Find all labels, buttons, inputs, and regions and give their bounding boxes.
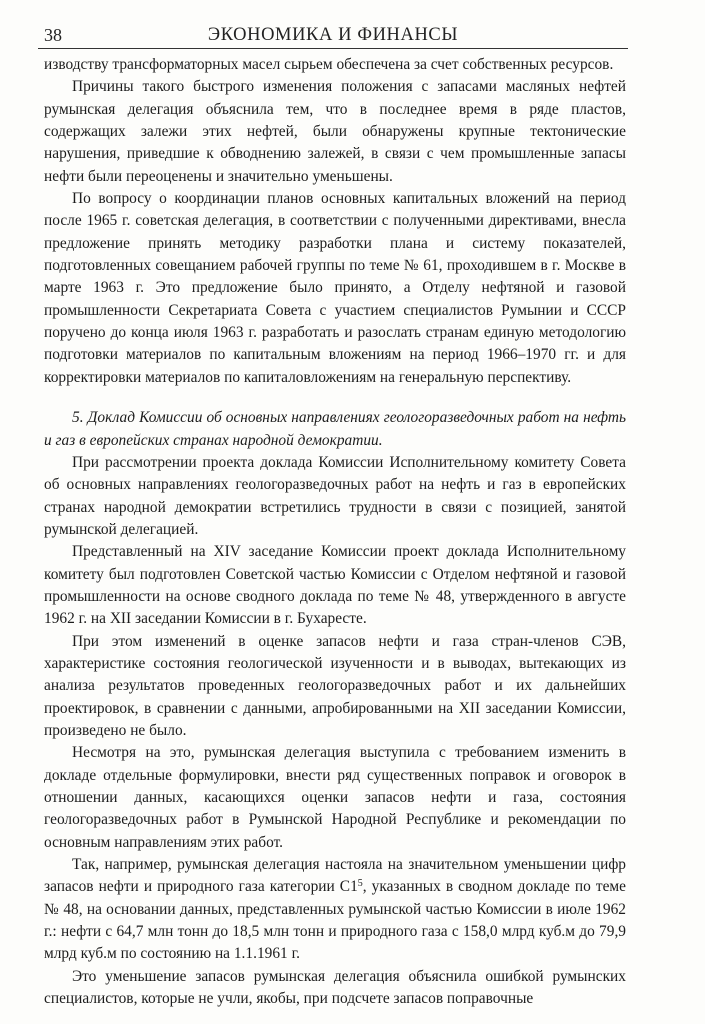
paragraph: При рассмотрении проекта доклада Комиссии Исполнительному комитету Совета об основных направлениях геологоразведочных работ на нефть и газ в европейских странах народной демократии встретились трудности в связи с позицией, занятой румынской делегацией. <box>44 453 626 538</box>
paragraph: Представленный на XIV заседание Комиссии проект доклада Исполнительному комитету был подготовлен Советской частью Комиссии с Отделом нефтяной и газовой промышленности на основе сводного доклада по теме № 48, утвержденного в августе 1962 г. на XII заседании Комиссии в г. Бухаресте. <box>44 543 626 628</box>
paragraph: Это уменьшение запасов румынская делегация объяснила ошибкой румынских специалистов, которые не учли, якобы, при подсчете запасов поправочные <box>44 967 626 1008</box>
header-rule <box>38 48 628 49</box>
page-number: 38 <box>44 25 62 45</box>
running-title: ЭКОНОМИКА И ФИНАНСЫ <box>207 25 459 45</box>
paragraph <box>44 854 626 966</box>
section-heading: 5. Доклад Комиссии об основных направлениях геологоразведочных работ на нефть и газ в европейских странах народной демократии. <box>44 409 626 449</box>
paragraph: При этом изменений в оценке запасов нефти и газа стран-членов СЭВ, характеристике состояния геологической изученности и в выводах, вытекающих из анализа результатов проведенных геологоразведочных работ и их дальнейших проектировок, в сравнении с данными, апробированными на XII заседании Комиссии, произведено не было. <box>44 632 626 739</box>
paragraph-continuation: изводству трансформаторных масел сырьем обеспечена за счет собственных ресурсов. <box>44 56 614 73</box>
paragraph: Несмотря на это, румынская делегация выступила с требованием изменить в докладе отдельные формулировки, внести ряд существенных поправок и оговорок в отношении данных, касающихся оценки запасов нефти и газа, состояния геологоразведочных работ в Румынской Народной Республике и рекомендации по основным направлениям этих работ. <box>44 744 626 851</box>
body-text <box>44 54 626 1010</box>
paragraph-part: Так, например, румынская делегация настояла на значительном уменьшении цифр запасов нефти и природного газа категории С1 <box>44 856 626 896</box>
paragraph: По вопросу о координации планов основных капитальных вложений на период после 1965 г. советская делегация, в соответствии с полученными директивами, внесла предложение принять методику разработки плана и систему показателей, подготовленных совещанием рабочей группы по теме № 61, проходившем в г. Москве в марте 1963 г. Это предложение было принято, а Отделу нефтяной и газовой промышленности Секретариата Совета с участием специалистов Румынии и СССР поручено до конца июля 1963 г. разработать и разослать странам единую методологию подготовки материалов по капитальным вложениям на период 1966–1970 гг. и для корректировки материалов по капиталовложениям на генеральную перспективу. <box>44 190 626 386</box>
page-header <box>38 23 628 47</box>
footnote-marker[interactable]: 5 <box>357 878 363 890</box>
paragraph: Причины такого быстрого изменения положения с запасами масляных нефтей румынская делегация объяснила тем, что в последнее время в ряде пластов, содержащих залежи этих нефтей, были обнаружены крупные тектонические нарушения, приведшие к обводнению залежей, в связи с чем промышленные запасы нефти были переоценены и значительно уменьшены. <box>44 78 626 185</box>
paragraph-part: , указанных в сводном докладе по теме № 48, на основании данных, представленных румынской частью Комиссии в июле 1962 г.: нефти с 64,7 млн тонн до 18,5 млн тонн и природного газа с 158,0 млрд куб.м до 79,9 млрд куб.м по состоянию на 1.1.1961 г. <box>44 878 626 963</box>
